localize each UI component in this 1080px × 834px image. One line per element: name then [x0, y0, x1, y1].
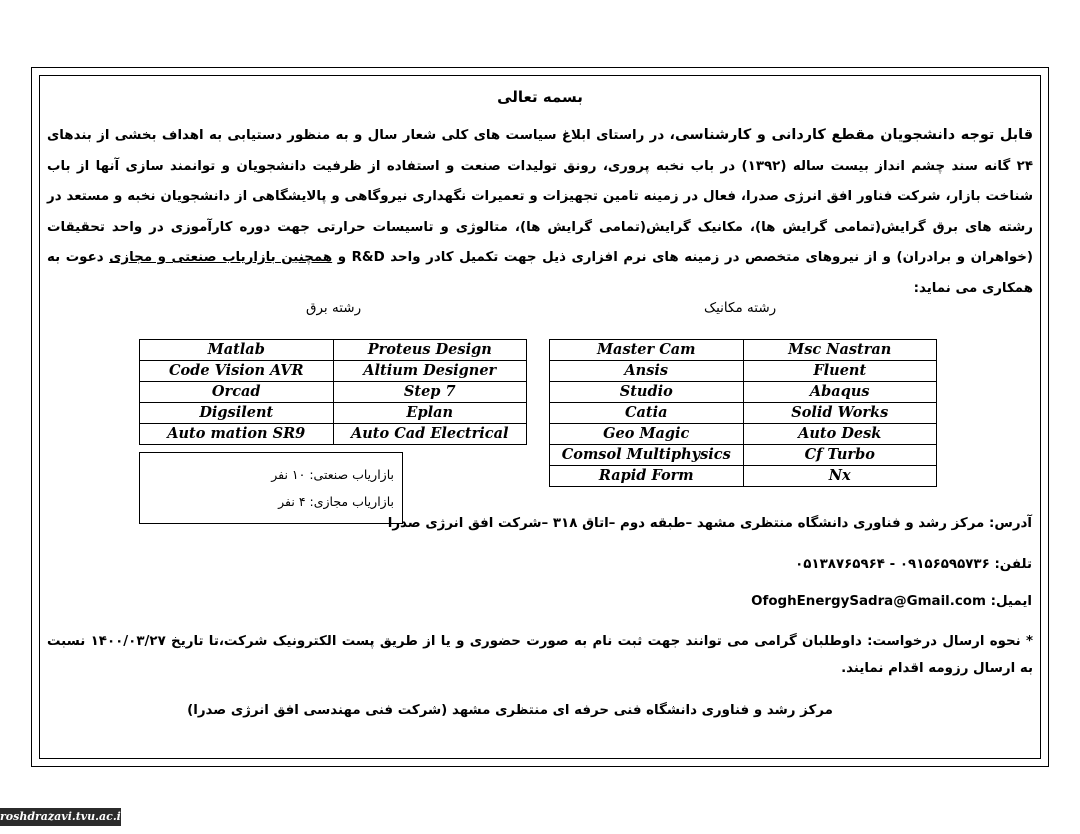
marketer-highlight: همچنین بازاریاب صنعتی و مجازی — [109, 250, 333, 265]
industrial-marketers: بازاریاب صنعتی: ۱۰ نفر — [271, 467, 394, 482]
mechanical-software-cell: Solid Works — [743, 403, 937, 424]
mechanical-software-cell: Master Cam — [550, 340, 744, 361]
rd-unit: R&D — [351, 250, 385, 265]
mechanical-software-cell: Msc Nastran — [743, 340, 937, 361]
application-note: * نحوه ارسال درخواست: داوطلبان گرامی می توانند جهت ثبت نام به صورت حضوری و یا از طریق پست الکترونیک شرکت،تا تاریخ ۱۴۰۰/۰۳/۲۷ نسبت به ارسال رزومه اقدام نمایند. — [47, 634, 1033, 676]
mechanical-software-cell: Geo Magic — [550, 424, 744, 445]
electrical-software-cell: Altium Designer — [333, 361, 527, 382]
phone-value: ۰۹۱۵۶۵۹۵۷۳۶ - ۰۵۱۳۸۷۶۵۹۶۴ — [795, 557, 995, 572]
electrical-software-cell: Orcad — [140, 382, 334, 403]
email-line — [751, 594, 1032, 609]
mechanical-software-row — [550, 382, 937, 403]
mechanical-software-row — [550, 424, 937, 445]
mechanical-software-row — [550, 445, 937, 466]
mechanical-software-row — [550, 340, 937, 361]
mechanical-software-cell: Nx — [743, 466, 937, 487]
mechanical-software-cell: Abaqus — [743, 382, 937, 403]
mechanical-software-cell: Studio — [550, 382, 744, 403]
marketers-box — [139, 452, 403, 524]
phone-label: تلفن: — [994, 557, 1032, 572]
address-label: آدرس: — [988, 516, 1032, 531]
mechanical-software-cell: Fluent — [743, 361, 937, 382]
electrical-software-cell: Code Vision AVR — [140, 361, 334, 382]
mechanical-software-row — [550, 361, 937, 382]
electrical-software-row — [140, 382, 527, 403]
electrical-software-cell: Eplan — [333, 403, 527, 424]
electrical-software-cell: Proteus Design — [333, 340, 527, 361]
intro-body-2: دعوت به همکاری می نماید: — [47, 250, 1033, 296]
mechanical-software-table — [549, 339, 937, 487]
address-line — [388, 516, 1032, 531]
mechanical-software-cell: Cf Turbo — [743, 445, 937, 466]
mechanical-software-cell: Comsol Multiphysics — [550, 445, 744, 466]
mechanical-software-cell: Rapid Form — [550, 466, 744, 487]
mechanical-software-cell: Catia — [550, 403, 744, 424]
electrical-software-cell: Auto mation SR9 — [140, 424, 334, 445]
site-watermark: roshdrazavi.tvu.ac.ir — [0, 808, 121, 826]
intro-and: و — [332, 250, 352, 265]
mechanical-software-cell: Auto Desk — [743, 424, 937, 445]
mechanical-title: رشته مکانیک — [704, 300, 777, 316]
mechanical-software-row — [550, 403, 937, 424]
electrical-title: رشته برق — [306, 300, 362, 316]
phone-line — [795, 557, 1032, 572]
address-value: مرکز رشد و فناوری دانشگاه منتظری مشهد –طبقه دوم –اتاق ۳۱۸ –شرکت افق انرژی صدرا — [387, 516, 989, 531]
intro-paragraph — [47, 120, 1033, 304]
intro-body-1: در راستای ابلاغ سیاست های کلی شعار سال و به منظور دستیابی به اهداف بخشی از بندهای ۲۴ گانه سند چشم انداز بیست ساله (۱۳۹۲) در باب نخبه پروری، رونق تولیدات صنعت و استفاده از ظرفیت دانشجویان و توانمند سازی آنها از باب شناخت بازار، شرکت فناور افق انرژی صدرا، فعال در زمینه تامین تجهیزات و تعمیرات نگهداری نیروگاهی و پالایشگاهی از دانشجویان نخبه و مستعد در رشته های برق گرایش(تمامی گرایش ها)، مکانیک گرایش(تمامی گرایش ها)، متالوژی و تاسیسات حرارتی جهت دوره کارآموزی در واحد تحقیقات (خواهران و برادران) و از نیروهای متخصص در زمینه های نرم افزاری ذیل جهت تکمیل کادر واحد — [47, 128, 1034, 265]
electrical-software-row — [140, 340, 527, 361]
electrical-software-cell: Step 7 — [333, 382, 527, 403]
virtual-marketers: بازاریاب مجازی: ۴ نفر — [278, 494, 394, 509]
footer-line: مرکز رشد و فناوری دانشگاه فنی حرفه ای منتظری مشهد (شرکت فنی مهندسی افق انرژی صدرا) — [187, 703, 833, 718]
electrical-software-cell: Digsilent — [140, 403, 334, 424]
mechanical-software-cell: Ansis — [550, 361, 744, 382]
electrical-software-row — [140, 424, 527, 445]
email-label: ایمیل: — [990, 594, 1032, 609]
mechanical-software-row — [550, 466, 937, 487]
electrical-software-cell: Matlab — [140, 340, 334, 361]
email-value[interactable]: OfoghEnergySadra@Gmail.com — [751, 594, 986, 609]
intro-lead: قابل توجه دانشجویان مقطع کاردانی و کارشناسی، — [669, 127, 1033, 143]
electrical-software-cell: Auto Cad Electrical — [333, 424, 527, 445]
electrical-software-row — [140, 403, 527, 424]
electrical-software-row — [140, 361, 527, 382]
page-heading: بسمه تعالی — [497, 88, 583, 106]
electrical-software-table — [139, 339, 527, 445]
